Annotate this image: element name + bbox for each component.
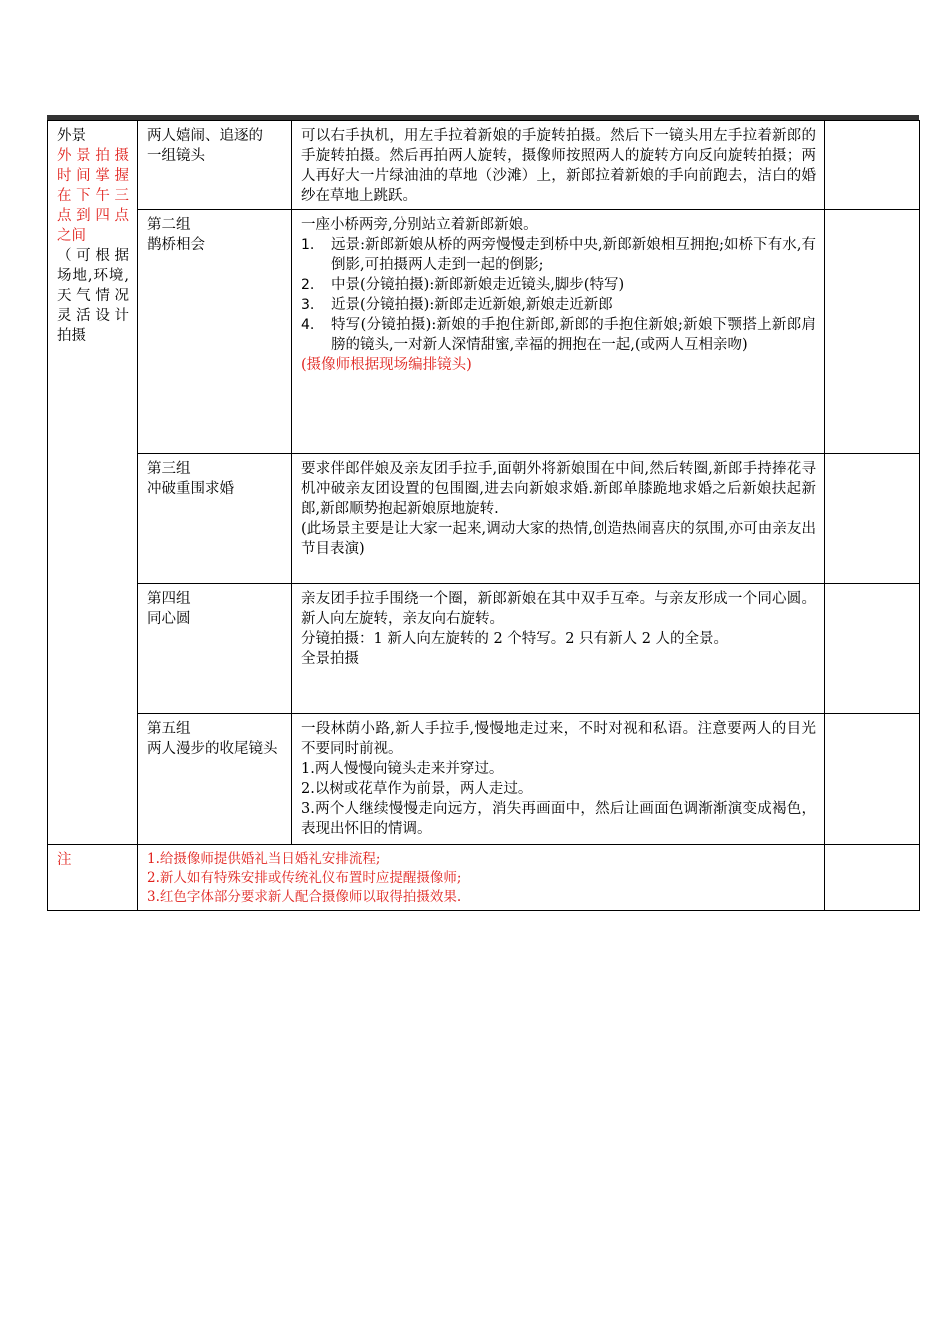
group-desc: 要求伴郎伴娘及亲友团手拉手,面朝外将新娘围在中间,然后转圈,新郎手持捧花寻机冲破亲友团设置的包围圈,进去向新娘求婚.新郎单膝跪地求婚之后新娘扶起新郎,新郎顺势抱起新娘原地旋转. [301, 461, 816, 517]
list-item: 1.两人慢慢向镜头走来并穿过。 [301, 761, 504, 777]
group-label-line1: 第四组 [147, 591, 191, 607]
table-row [48, 845, 920, 911]
table-row [48, 210, 920, 454]
empty-cell [825, 454, 920, 584]
shot-text: 中景(分镜拍摄):新郎新娘走近镜头,脚步(特写) [331, 277, 625, 293]
list-item [301, 295, 816, 315]
notes-cell [138, 845, 825, 911]
shot-text: 特写(分镜拍摄):新娘的手抱住新郎,新郎的手抱住新娘;新娘下颚搭上新郎肩膀的镜头,一对新人深情甜蜜,幸福的拥抱在一起,(或两人互相亲吻) [331, 317, 816, 353]
outdoor-flex-note: （可根据场地,环境,天气情况灵活设计拍摄 [57, 248, 129, 344]
empty-cell [825, 845, 920, 911]
empty-cell [825, 584, 920, 714]
list-item [301, 235, 816, 275]
group-desc-2: 分镜拍摄：1 新人向左旋转的 2 个特写。2 只有新人 2 人的全景。 [301, 631, 729, 647]
list-item: 3.两个人继续慢慢走向远方，消失再画面中，然后让画面色调渐渐演变成褐色，表现出怀旧的情调。 [301, 801, 816, 837]
shot-text: 远景:新郎新娘从桥的两旁慢慢走到桥中央,新郎新娘相互拥抱;如桥下有水,有倒影,可拍摄两人走到一起的倒影; [331, 237, 816, 273]
group-desc: 一段林荫小路,新人手拉手,慢慢地走过来，不时对视和私语。注意要两人的目光不要同时前视。 [301, 721, 816, 757]
group-label-cell [138, 584, 292, 714]
group-desc-cell [292, 454, 825, 584]
outdoor-cell [48, 121, 138, 845]
table-row [48, 714, 920, 845]
shot-number: 4. [301, 317, 315, 333]
shot-number: 2. [301, 277, 315, 293]
group-desc-cell [292, 714, 825, 845]
list-item: 2.以树或花草作为前景，两人走过。 [301, 781, 533, 797]
group-label-line1: 第二组 [147, 217, 191, 233]
group-label-cell [138, 454, 292, 584]
list-item: 2.新人如有特殊安排或传统礼仪布置时应提醒摄像师; [147, 870, 462, 886]
shooting-schedule-table [47, 120, 920, 911]
outdoor-time-note: 外景拍摄时间掌握在下午三点到四点之间 [57, 148, 129, 244]
empty-cell [825, 210, 920, 454]
group-label-line1: 两人嬉闹、追逐的 [147, 128, 263, 144]
group-label-cell [138, 121, 292, 210]
group-label-line1: 第五组 [147, 721, 191, 737]
group-desc-2: (此场景主要是让大家一起来,调动大家的热情,创造热闹喜庆的氛围,亦可由亲友出节目表演) [301, 521, 816, 557]
group-intro: 一座小桥两旁,分别站立着新郎新娘。 [301, 217, 538, 233]
table-row [48, 121, 920, 210]
group-desc-cell [292, 210, 825, 454]
list-item: 1.给摄像师提供婚礼当日婚礼安排流程; [147, 851, 381, 867]
outdoor-title: 外景 [57, 128, 86, 144]
group-desc-3: 全景拍摄 [301, 651, 359, 667]
group-label-line2: 两人漫步的收尾镜头 [147, 741, 278, 757]
shot-list [301, 235, 816, 355]
notes-label-cell [48, 845, 138, 911]
group-label-line2: 同心圆 [147, 611, 191, 627]
group-label-line2: 一组镜头 [147, 148, 205, 164]
table-row [48, 454, 920, 584]
shot-number: 3. [301, 297, 315, 313]
empty-cell [825, 714, 920, 845]
group-label-line1: 第三组 [147, 461, 191, 477]
empty-cell [825, 121, 920, 210]
group-desc-cell [292, 584, 825, 714]
list-item [301, 315, 816, 355]
group-label-cell [138, 210, 292, 454]
group-label-line2: 鹊桥相会 [147, 237, 205, 253]
group-label-cell [138, 714, 292, 845]
group-label-line2: 冲破重围求婚 [147, 481, 234, 497]
group-desc: 可以右手执机，用左手拉着新娘的手旋转拍摄。然后下一镜头用左手拉着新郎的手旋转拍摄。然后再拍两人旋转，摄像师按照两人的旋转方向反向旋转拍摄；两人再好大一片绿油油的草地（沙滩）上，新郎拉着新娘的手向前跑去，洁白的婚纱在草地上跳跃。 [301, 128, 816, 204]
list-item [301, 275, 816, 295]
table-row [48, 584, 920, 714]
red-note: (摄像师根据现场编排镜头) [301, 357, 472, 373]
list-item: 3.红色字体部分要求新人配合摄像师以取得拍摄效果. [147, 889, 462, 905]
notes-label: 注 [57, 852, 72, 868]
shot-number: 1. [301, 237, 315, 253]
group-desc: 亲友团手拉手围绕一个圈，新郎新娘在其中双手互牵。与亲友形成一个同心圆。新人向左旋转，亲友向右旋转。 [301, 591, 816, 627]
group-desc-cell [292, 121, 825, 210]
shot-text: 近景(分镜拍摄):新郎走近新娘,新娘走近新郎 [331, 297, 613, 313]
